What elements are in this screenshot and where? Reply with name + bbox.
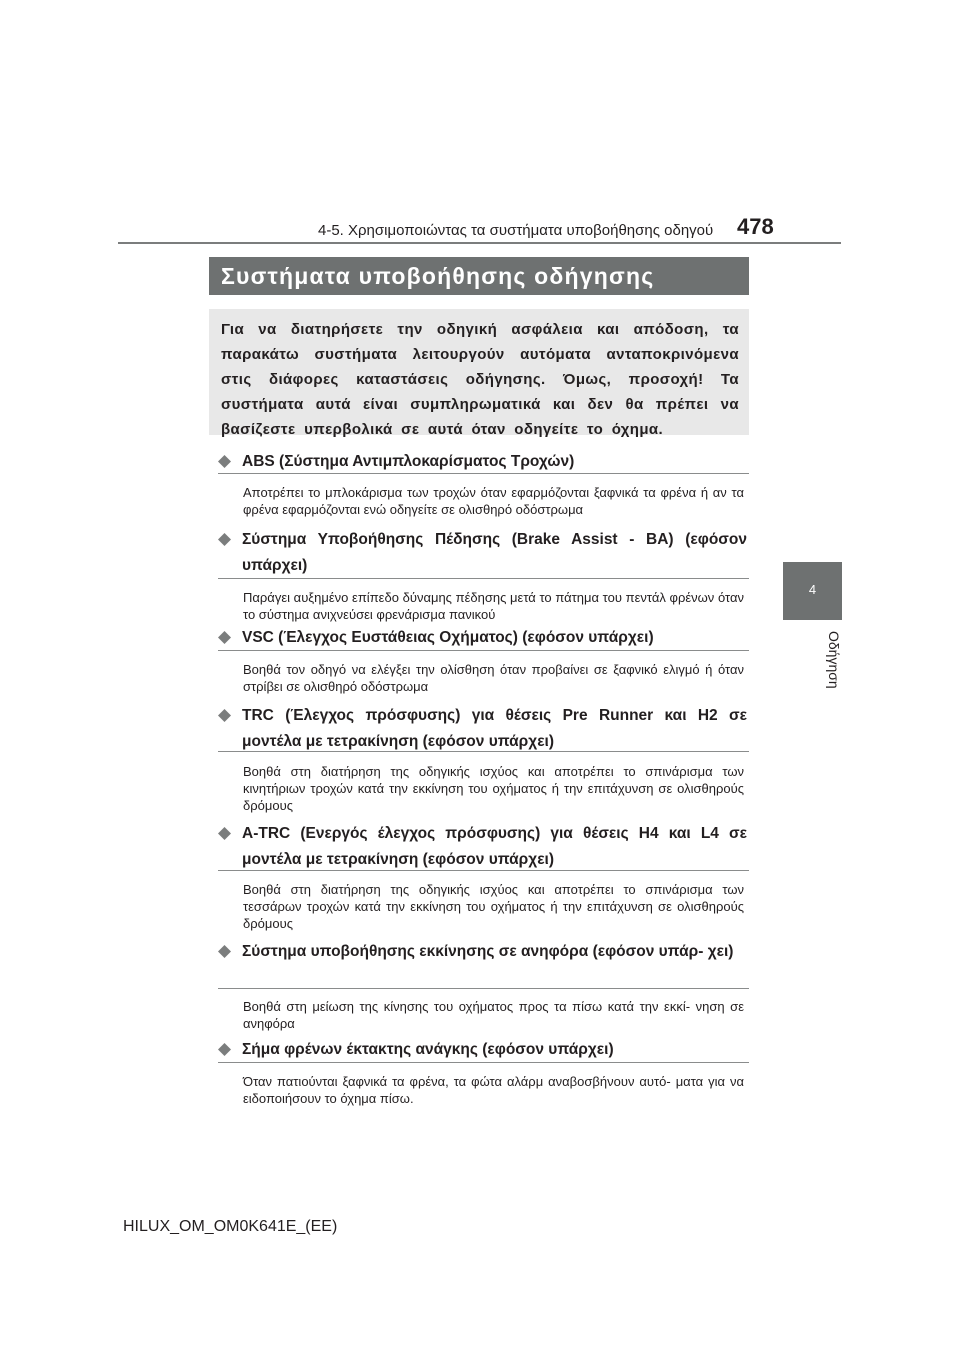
chapter-number: 4	[808, 582, 817, 597]
feature-divider	[218, 650, 749, 651]
feature-heading	[218, 939, 747, 965]
feature-heading-text: Σήμα φρένων έκτακτης ανάγκης (εφόσον υπάρχει)	[242, 1041, 614, 1058]
diamond-icon	[218, 1043, 231, 1056]
feature-heading	[218, 703, 747, 755]
feature-description: Αποτρέπει το μπλοκάρισμα των τροχών όταν εφαρμόζονται ξαφνικά τα φρένα ή αν τα φρένα εφαρμόζονται ενώ οδηγείτε σε ολισθηρό οδόστρωμα	[243, 485, 744, 517]
page-title: Συστήματα υποβοήθησης οδήγησης	[221, 263, 655, 289]
feature-description: Όταν πατιούνται ξαφνικά τα φρένα, τα φώτα αλάρμ αναβοσβήνουν αυτό- ματα για να ειδοποιήσουν το όχημα πίσω.	[243, 1074, 744, 1106]
diamond-icon	[218, 827, 231, 840]
feature-heading-text: A-TRC (Ενεργός έλεγχος πρόσφυσης) για θέσεις H4 και L4 σε μοντέλα με τετρακίνηση (εφόσον υπάρχει)	[242, 825, 747, 868]
diamond-icon	[218, 455, 231, 468]
feature-description: Βοηθά στη μείωση της κίνησης του οχήματος προς τα πίσω κατά την εκκί- νηση σε ανηφόρα	[243, 999, 744, 1031]
diamond-icon	[218, 945, 231, 958]
feature-divider	[218, 751, 749, 752]
feature-divider	[218, 578, 749, 579]
intro-box	[209, 309, 749, 438]
feature-divider	[218, 1062, 749, 1063]
feature-description: Παράγει αυξημένο επίπεδο δύναμης πέδησης μετά το πάτημα του πεντάλ φρένων όταν το σύστημα ανιχνεύσει φρενάρισμα πανικού	[243, 590, 744, 622]
feature-heading-text: VSC (Έλεγχος Ευστάθειας Οχήματος) (εφόσον υπάρχει)	[242, 629, 654, 646]
feature-heading-text: TRC (Έλεγχος πρόσφυσης) για θέσεις Pre Runner και H2 σε μοντέλα με τετρακίνηση (εφόσον υπάρχει)	[242, 707, 747, 750]
page-title-banner	[209, 257, 749, 295]
feature-description: Βοηθά στη διατήρηση της οδηγικής ισχύος και αποτρέπει το σπινάρισμα των τεσσάρων τροχών κατά την εκκίνηση του οχήματος ή την επιτάχυνση σε ολισθηρούς δρόμους	[243, 882, 744, 931]
feature-divider	[218, 473, 749, 474]
feature-divider	[218, 988, 749, 989]
diamond-icon	[218, 631, 231, 644]
feature-heading-text: ABS (Σύστημα Αντιμπλοκαρίσματος Τροχών)	[242, 453, 575, 470]
feature-heading	[218, 527, 747, 579]
feature-heading-text: Σύστημα Υποβοήθησης Πέδησης (Brake Assist - BA) (εφόσον υπάρχει)	[242, 531, 747, 574]
feature-description: Βοηθά στη διατήρηση της οδηγικής ισχύος και αποτρέπει το σπινάρισμα των κινητήριων τροχών κατά την εκκίνηση του οχήματος ή την επιτάχυνση σε ολισθηρούς δρόμους	[243, 764, 744, 813]
header-divider	[118, 242, 841, 244]
feature-heading	[218, 625, 747, 651]
feature-heading-text: Σύστημα υποβοήθησης εκκίνησης σε ανηφόρα (εφόσον υπάρ- χει)	[242, 943, 734, 960]
document-id: HILUX_OM_OM0K641E_(EE)	[123, 1218, 338, 1235]
chapter-tab[interactable]	[783, 562, 842, 620]
page-number: 478	[737, 214, 774, 239]
feature-heading	[218, 1037, 747, 1063]
feature-heading	[218, 449, 747, 475]
feature-heading	[218, 821, 747, 873]
feature-divider	[218, 870, 749, 871]
feature-description: Βοηθά τον οδηγό να ελέγξει την ολίσθηση όταν προβαίνει σε ξαφνικό ελιγμό ή όταν στρίβει σε ολισθηρό οδόστρωμα	[243, 662, 744, 694]
diamond-icon	[218, 709, 231, 722]
section-title: 4-5. Χρησιμοποιώντας τα συστήματα υποβοήθησης οδηγού	[318, 222, 714, 239]
chapter-label: Οδήγηση	[826, 631, 842, 689]
diamond-icon	[218, 533, 231, 546]
intro-text: Για να διατηρήσετε την οδηγική ασφάλεια και απόδοση, τα παρακάτω συστήματα λειτουργούν αυτόματα ανταποκρινόμενα στις διάφορες καταστάσεις οδήγησης. Όμως, προσοχή! Τα συστήματα αυτά είναι συμπληρωματικά και δεν θα πρέπει να βασίζεστε υπερβολικά σε αυτά όταν οδηγείτε το όχημα.	[221, 321, 739, 438]
